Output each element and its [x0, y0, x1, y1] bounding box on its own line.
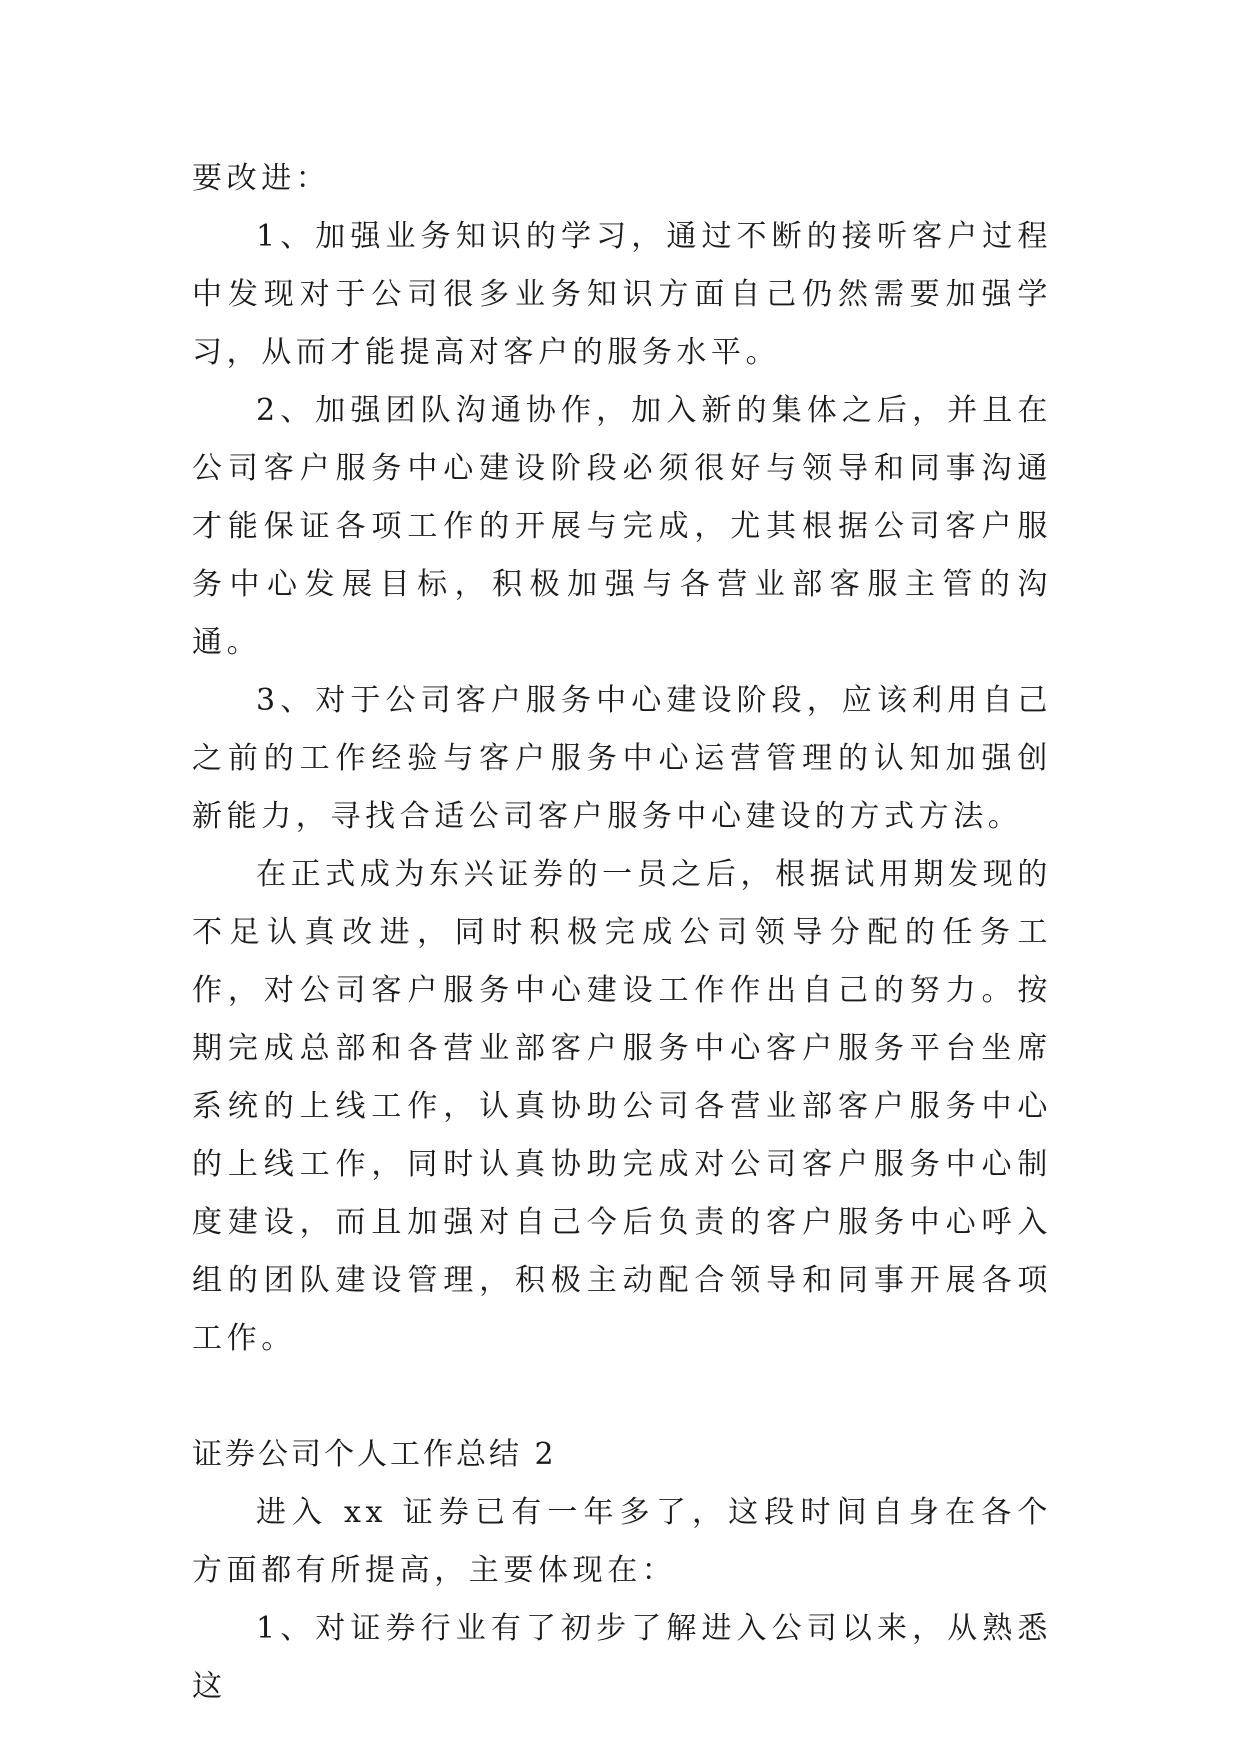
section-heading: 证券公司个人工作总结 2: [192, 1437, 557, 1472]
paragraph-section-intro: 进入 xx 证券已有一年多了，这段时间自身在各个方面都有所提高，主要体现在：: [192, 1495, 1052, 1588]
paragraph-item-2: 2、加强团队沟通协作，加入新的集体之后，并且在公司客户服务中心建设阶段必须很好与领导和同事沟通才能保证各项工作的开展与完成，尤其根据公司客户服务中心发展目标，积极加强与各营业部客服主管的沟通。: [192, 393, 1052, 660]
document-body: [192, 150, 1052, 1716]
paragraph-section-item-1: 1、对证券行业有了初步了解进入公司以来，从熟悉这: [192, 1611, 1052, 1704]
paragraph-item-3: 3、对于公司客户服务中心建设阶段，应该利用自己之前的工作经验与客户服务中心运营管理的认知加强创新能力，寻找合适公司客户服务中心建设的方式方法。: [192, 683, 1052, 834]
paragraph-conclusion: 在正式成为东兴证券的一员之后，根据试用期发现的不足认真改进，同时积极完成公司领导分配的任务工作，对公司客户服务中心建设工作作出自己的努力。按期完成总部和各营业部客户服务中心客户服务平台坐席系统的上线工作，认真协助公司各营业部客户服务中心的上线工作，同时认真协助完成对公司客户服务中心制度建设，而且加强对自己今后负责的客户服务中心呼入组的团队建设管理，积极主动配合领导和同事开展各项工作。: [192, 857, 1052, 1356]
paragraph-intro: 要改进：: [192, 161, 331, 196]
paragraph-item-1: 1、加强业务知识的学习，通过不断的接听客户过程中发现对于公司很多业务知识方面自己仍然需要加强学习，从而才能提高对客户的服务水平。: [192, 219, 1052, 370]
